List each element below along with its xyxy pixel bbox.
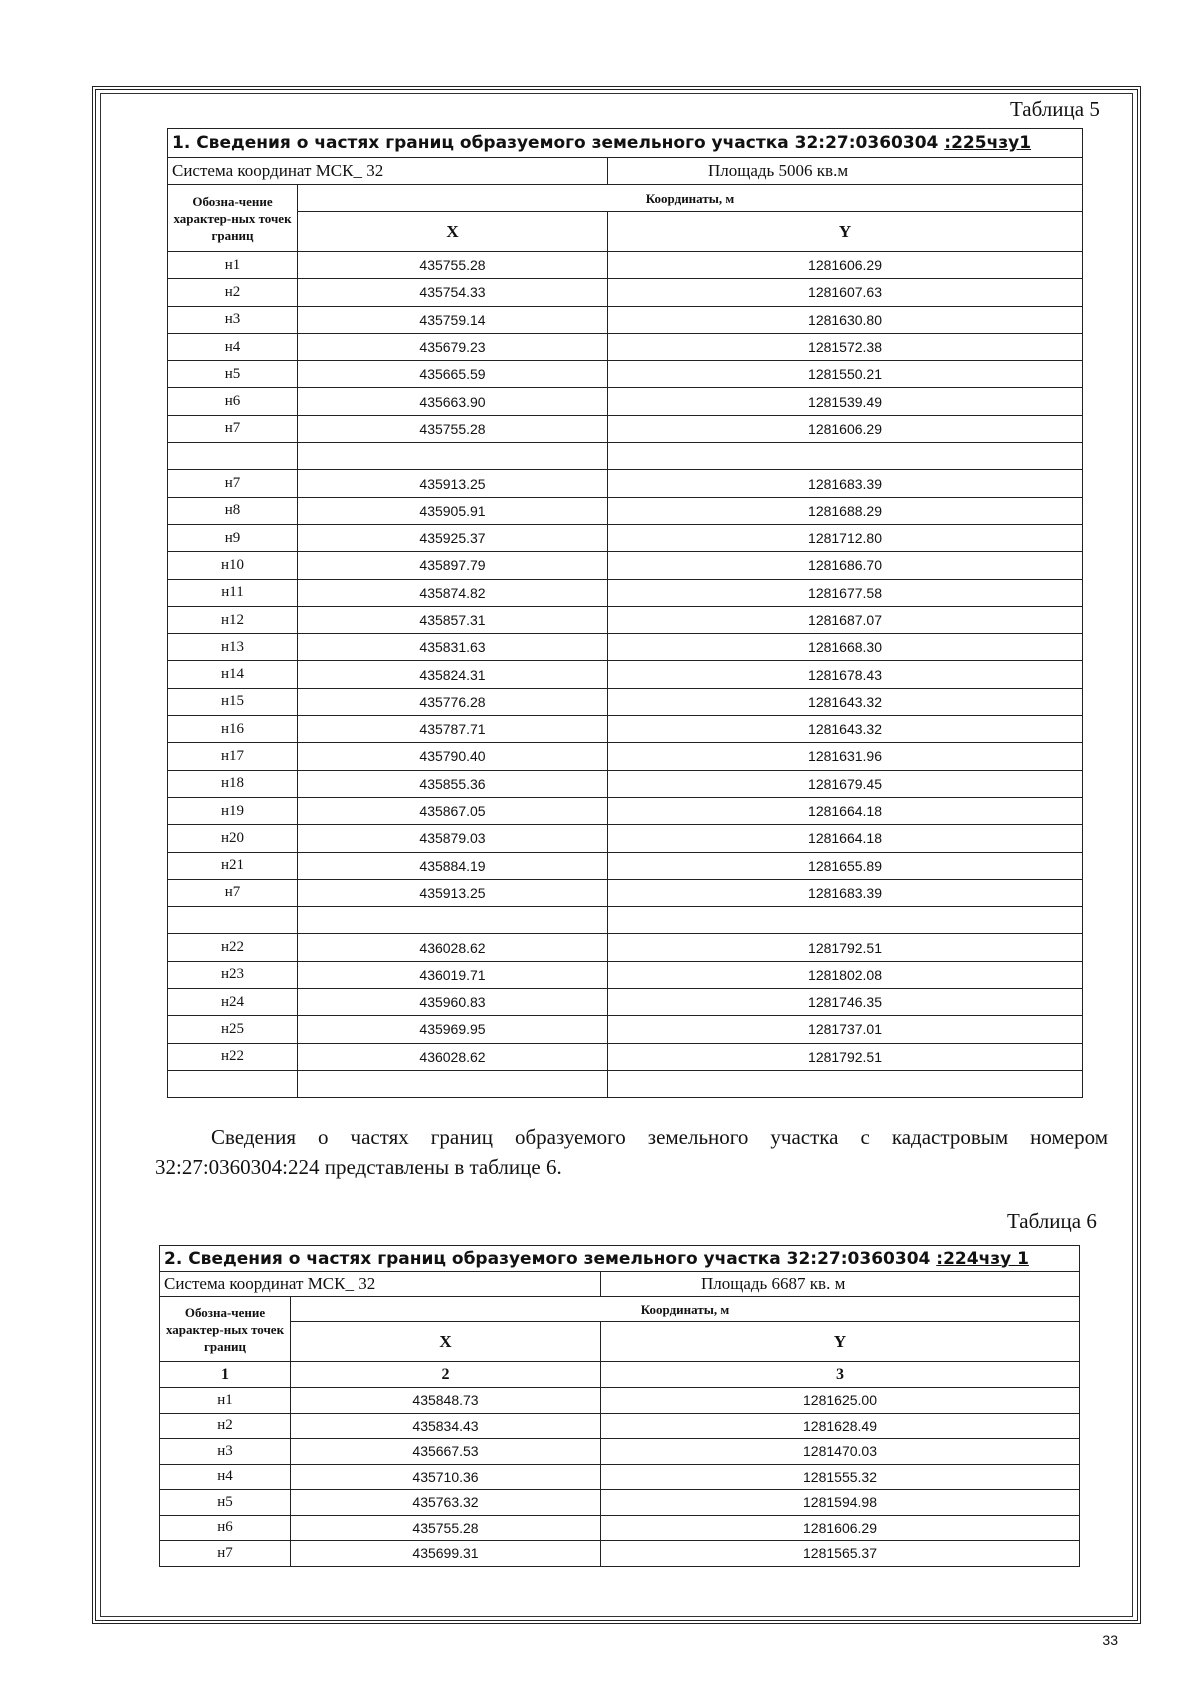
table-row bbox=[168, 306, 1083, 333]
x-cell: 436019.71 bbox=[298, 961, 608, 988]
point-cell: н4 bbox=[160, 1464, 291, 1490]
table6-title: 2. Сведения о частях границ образуемого земельного участка 32:27:0360304 :224чзу 1 bbox=[160, 1246, 1080, 1272]
y-cell: 1281643.32 bbox=[608, 716, 1083, 743]
table-row bbox=[168, 688, 1083, 715]
x-cell: 435857.31 bbox=[298, 606, 608, 633]
table-row bbox=[168, 333, 1083, 360]
point-cell: н20 bbox=[168, 825, 298, 852]
table6-col-x: X bbox=[291, 1322, 601, 1362]
point-cell bbox=[168, 443, 298, 470]
point-cell: н4 bbox=[168, 333, 298, 360]
table-row bbox=[168, 606, 1083, 633]
table-row bbox=[168, 743, 1083, 770]
x-cell: 435663.90 bbox=[298, 388, 608, 415]
x-cell: 435699.31 bbox=[291, 1541, 601, 1567]
y-cell: 1281630.80 bbox=[608, 306, 1083, 333]
y-cell: 1281539.49 bbox=[608, 388, 1083, 415]
y-cell: 1281625.00 bbox=[601, 1388, 1080, 1414]
point-cell: н19 bbox=[168, 797, 298, 824]
y-cell: 1281607.63 bbox=[608, 279, 1083, 306]
table-row bbox=[168, 252, 1083, 279]
y-cell: 1281572.38 bbox=[608, 333, 1083, 360]
x-cell: 435913.25 bbox=[298, 470, 608, 497]
point-cell: н16 bbox=[168, 716, 298, 743]
table5-area: Площадь 5006 кв.м bbox=[608, 158, 1083, 185]
table-row bbox=[160, 1490, 1080, 1516]
x-cell: 435759.14 bbox=[298, 306, 608, 333]
x-cell: 435755.28 bbox=[291, 1515, 601, 1541]
point-cell: н15 bbox=[168, 688, 298, 715]
table-row bbox=[168, 961, 1083, 988]
table-row bbox=[168, 1070, 1083, 1097]
y-cell bbox=[608, 907, 1083, 934]
x-cell: 435763.32 bbox=[291, 1490, 601, 1516]
table-row bbox=[168, 279, 1083, 306]
point-cell: н24 bbox=[168, 989, 298, 1016]
y-cell: 1281678.43 bbox=[608, 661, 1083, 688]
point-cell: н7 bbox=[168, 470, 298, 497]
table-row bbox=[168, 825, 1083, 852]
y-cell: 1281565.37 bbox=[601, 1541, 1080, 1567]
y-cell: 1281677.58 bbox=[608, 579, 1083, 606]
x-cell: 435831.63 bbox=[298, 634, 608, 661]
table5-title: 1. Сведения о частях границ образуемого земельного участка 32:27:0360304 :225чзу1 bbox=[168, 129, 1083, 158]
x-cell: 435897.79 bbox=[298, 552, 608, 579]
table-row bbox=[168, 497, 1083, 524]
x-cell: 435710.36 bbox=[291, 1464, 601, 1490]
y-cell: 1281470.03 bbox=[601, 1439, 1080, 1465]
x-cell: 435754.33 bbox=[298, 279, 608, 306]
y-cell: 1281664.18 bbox=[608, 797, 1083, 824]
x-cell: 435790.40 bbox=[298, 743, 608, 770]
point-cell: н6 bbox=[160, 1515, 291, 1541]
y-cell: 1281687.07 bbox=[608, 606, 1083, 633]
point-cell: н5 bbox=[160, 1490, 291, 1516]
point-cell: н8 bbox=[168, 497, 298, 524]
point-cell: н2 bbox=[160, 1413, 291, 1439]
table-row bbox=[168, 852, 1083, 879]
y-cell: 1281712.80 bbox=[608, 524, 1083, 551]
y-cell: 1281683.39 bbox=[608, 879, 1083, 906]
point-cell: н5 bbox=[168, 361, 298, 388]
x-cell: 435667.53 bbox=[291, 1439, 601, 1465]
table6-caption: Таблица 6 bbox=[1007, 1209, 1097, 1233]
x-cell: 435824.31 bbox=[298, 661, 608, 688]
point-cell: н17 bbox=[168, 743, 298, 770]
point-cell: н1 bbox=[168, 252, 298, 279]
y-cell: 1281688.29 bbox=[608, 497, 1083, 524]
table-row bbox=[168, 661, 1083, 688]
table6-num-2: 2 bbox=[291, 1362, 601, 1388]
x-cell bbox=[298, 443, 608, 470]
table5-col-x: X bbox=[298, 212, 608, 252]
x-cell: 435884.19 bbox=[298, 852, 608, 879]
table5-col-points: Обозна-чение характер-ных точек границ bbox=[168, 185, 298, 252]
table6-num-3: 3 bbox=[601, 1362, 1080, 1388]
point-cell bbox=[168, 1070, 298, 1097]
table-row bbox=[160, 1464, 1080, 1490]
table-row bbox=[168, 797, 1083, 824]
point-cell: н13 bbox=[168, 634, 298, 661]
table-row bbox=[168, 415, 1083, 442]
table-row bbox=[168, 470, 1083, 497]
x-cell: 435755.28 bbox=[298, 252, 608, 279]
y-cell: 1281643.32 bbox=[608, 688, 1083, 715]
x-cell: 435867.05 bbox=[298, 797, 608, 824]
point-cell: н12 bbox=[168, 606, 298, 633]
table-row bbox=[168, 907, 1083, 934]
point-cell: н18 bbox=[168, 770, 298, 797]
y-cell: 1281792.51 bbox=[608, 934, 1083, 961]
table5-col-y: Y bbox=[608, 212, 1083, 252]
x-cell: 436028.62 bbox=[298, 934, 608, 961]
point-cell: н22 bbox=[168, 1043, 298, 1070]
table-row bbox=[168, 388, 1083, 415]
table5 bbox=[167, 128, 1083, 1098]
table6-col-coords: Координаты, м bbox=[291, 1297, 1080, 1322]
point-cell: н10 bbox=[168, 552, 298, 579]
table-row bbox=[168, 989, 1083, 1016]
y-cell: 1281631.96 bbox=[608, 743, 1083, 770]
table-row bbox=[160, 1515, 1080, 1541]
point-cell: н21 bbox=[168, 852, 298, 879]
x-cell: 435834.43 bbox=[291, 1413, 601, 1439]
table-row bbox=[168, 934, 1083, 961]
table-row bbox=[168, 716, 1083, 743]
y-cell: 1281606.29 bbox=[601, 1515, 1080, 1541]
point-cell: н9 bbox=[168, 524, 298, 551]
point-cell: н25 bbox=[168, 1016, 298, 1043]
x-cell: 435787.71 bbox=[298, 716, 608, 743]
table-row bbox=[168, 1016, 1083, 1043]
x-cell: 435855.36 bbox=[298, 770, 608, 797]
x-cell: 435679.23 bbox=[298, 333, 608, 360]
table-row bbox=[168, 1043, 1083, 1070]
table-row bbox=[160, 1439, 1080, 1465]
y-cell: 1281737.01 bbox=[608, 1016, 1083, 1043]
y-cell bbox=[608, 1070, 1083, 1097]
point-cell: н6 bbox=[168, 388, 298, 415]
point-cell bbox=[168, 907, 298, 934]
x-cell: 435905.91 bbox=[298, 497, 608, 524]
point-cell: н2 bbox=[168, 279, 298, 306]
y-cell bbox=[608, 443, 1083, 470]
point-cell: н14 bbox=[168, 661, 298, 688]
point-cell: н7 bbox=[168, 879, 298, 906]
x-cell: 435665.59 bbox=[298, 361, 608, 388]
y-cell: 1281686.70 bbox=[608, 552, 1083, 579]
x-cell: 435874.82 bbox=[298, 579, 608, 606]
point-cell: н3 bbox=[168, 306, 298, 333]
x-cell: 435879.03 bbox=[298, 825, 608, 852]
x-cell: 435960.83 bbox=[298, 989, 608, 1016]
table6-col-points: Обозна-чение характер-ных точек границ bbox=[160, 1297, 291, 1362]
point-cell: н22 bbox=[168, 934, 298, 961]
y-cell: 1281606.29 bbox=[608, 415, 1083, 442]
table-row bbox=[168, 579, 1083, 606]
table-row bbox=[168, 552, 1083, 579]
table-row bbox=[160, 1413, 1080, 1439]
table6-col-y: Y bbox=[601, 1322, 1080, 1362]
point-cell: н1 bbox=[160, 1388, 291, 1414]
x-cell: 436028.62 bbox=[298, 1043, 608, 1070]
y-cell: 1281655.89 bbox=[608, 852, 1083, 879]
x-cell: 435848.73 bbox=[291, 1388, 601, 1414]
table6 bbox=[159, 1245, 1080, 1567]
page-number: 33 bbox=[1102, 1632, 1118, 1648]
point-cell: н7 bbox=[168, 415, 298, 442]
table-row bbox=[168, 524, 1083, 551]
table-row bbox=[160, 1388, 1080, 1414]
x-cell: 435969.95 bbox=[298, 1016, 608, 1043]
y-cell: 1281802.08 bbox=[608, 961, 1083, 988]
table5-caption: Таблица 5 bbox=[1010, 97, 1100, 121]
table5-coord-system: Система координат МСК_ 32 bbox=[168, 158, 608, 185]
table-row bbox=[160, 1541, 1080, 1567]
y-cell: 1281746.35 bbox=[608, 989, 1083, 1016]
y-cell: 1281683.39 bbox=[608, 470, 1083, 497]
y-cell: 1281679.45 bbox=[608, 770, 1083, 797]
x-cell bbox=[298, 907, 608, 934]
table5-col-coords: Координаты, м bbox=[298, 185, 1083, 212]
y-cell: 1281555.32 bbox=[601, 1464, 1080, 1490]
x-cell bbox=[298, 1070, 608, 1097]
table-row bbox=[168, 443, 1083, 470]
x-cell: 435776.28 bbox=[298, 688, 608, 715]
y-cell: 1281664.18 bbox=[608, 825, 1083, 852]
point-cell: н3 bbox=[160, 1439, 291, 1465]
x-cell: 435913.25 bbox=[298, 879, 608, 906]
table-row bbox=[168, 634, 1083, 661]
table6-num-1: 1 bbox=[160, 1362, 291, 1388]
point-cell: н23 bbox=[168, 961, 298, 988]
paragraph: Сведения о частях границ образуемого земельного участка с кадастровым номером 32:27:0360304:224 представлены в таблице 6. bbox=[155, 1125, 1108, 1179]
table-row bbox=[168, 879, 1083, 906]
table6-area: Площадь 6687 кв. м bbox=[601, 1272, 1080, 1297]
table-row bbox=[168, 361, 1083, 388]
x-cell: 435755.28 bbox=[298, 415, 608, 442]
point-cell: н11 bbox=[168, 579, 298, 606]
y-cell: 1281628.49 bbox=[601, 1413, 1080, 1439]
y-cell: 1281792.51 bbox=[608, 1043, 1083, 1070]
point-cell: н7 bbox=[160, 1541, 291, 1567]
table-row bbox=[168, 770, 1083, 797]
y-cell: 1281668.30 bbox=[608, 634, 1083, 661]
y-cell: 1281594.98 bbox=[601, 1490, 1080, 1516]
table6-coord-system: Система координат МСК_ 32 bbox=[160, 1272, 601, 1297]
x-cell: 435925.37 bbox=[298, 524, 608, 551]
y-cell: 1281606.29 bbox=[608, 252, 1083, 279]
y-cell: 1281550.21 bbox=[608, 361, 1083, 388]
